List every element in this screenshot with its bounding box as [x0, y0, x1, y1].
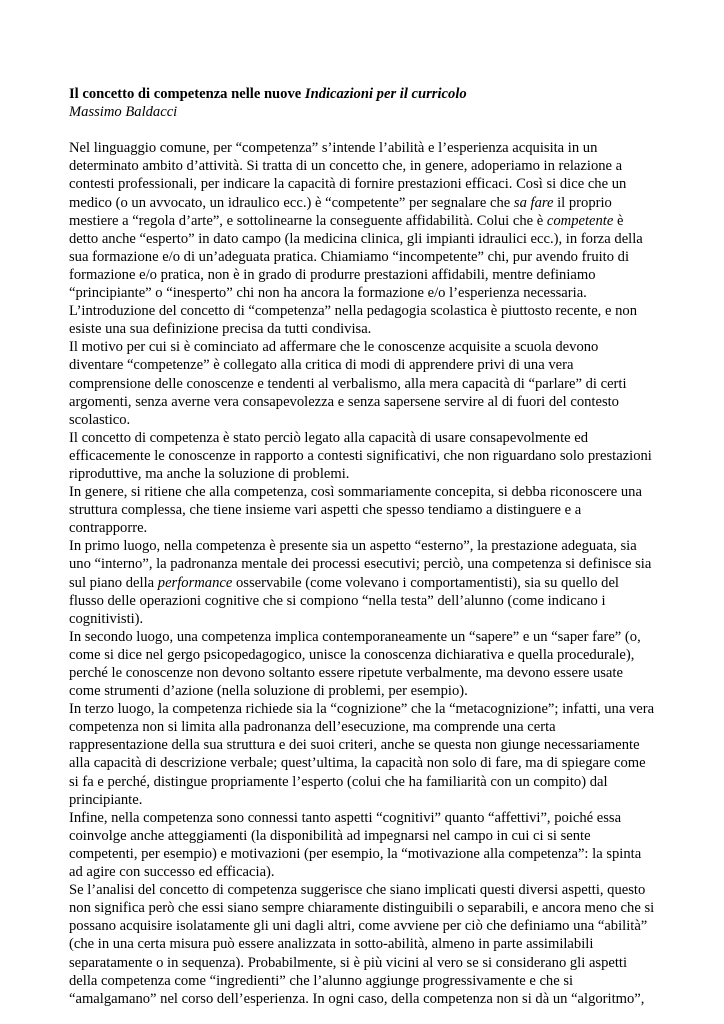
text-run: In terzo luogo, la competenza richiede sia la “cognizione” che la “metacognizione”; infatti, una vera competenza non si limita alla padronanza dell’esecuzione, ma comprende una certa rappresentazione della sua struttura e dei suoi criteri, anche se questa non giunge necessariamente alla capacità di descrizione verbale; quest’ultima, la capacità non solo di fare, ma di spiegare come si fa e perché, distingue propriamente l’esperto (colui che ha familiarità con un compito) dal principiante. — [69, 701, 655, 808]
paragraph — [69, 628, 655, 700]
paragraph — [69, 139, 655, 302]
text-run: Nel linguaggio comune, per “competenza” s’intende l’abilità e l’esperienza acquisita in un determinato ambito d’attività. Si tratta di un concetto che, in genere, adoperiamo in relazione a contesti professionali, per indicare la capacità di fornire prestazioni efficaci. Così si dice che un medico (o un avvocato, un idraulico ecc.) è “competente” per segnalare che — [69, 140, 627, 211]
paragraph — [69, 537, 655, 627]
italic-run: competente — [546, 212, 614, 229]
paragraph — [69, 483, 655, 537]
document-page — [69, 85, 655, 1008]
text-run: In primo luogo, nella competenza è presente sia un aspetto “esterno”, la prestazione adeguata, sia uno “interno”, la padronanza mentale dei processi esecutivi; perciò, una competenza si definisce sia sul piano della — [69, 538, 652, 591]
paragraph — [69, 429, 655, 483]
text-run: Infine, nella competenza sono connessi tanto aspetti “cognitivi” quanto “affettivi”, poiché essa coinvolge anche atteggiamenti (la disponibilità ad impegnarsi nel campo in cui ci si sente competenti, per esempio) e motivazioni (per esempio, la “motivazione alla competenza”: la spinta ad agire con successo ed efficacia). — [69, 809, 642, 881]
italic-run: performance — [157, 574, 233, 591]
title-italic-text: Indicazioni per il curricolo — [304, 86, 467, 102]
text-run: In secondo luogo, una competenza implica contemporaneamente un “sapere” e un “saper fare” (o, come si dice nel gergo psicopedagogico, unisce la conoscenza dichiarativa e quella procedurale), perché le conoscenze non devono soltanto essere ripetute verbalmente, ma devono essere usate come strumenti d’azione (nella soluzione di problemi, per esempio). — [69, 628, 641, 700]
text-run: In genere, si ritiene che alla competenza, così sommariamente concepita, si debba riconoscere una struttura complessa, che tiene insieme vari aspetti che spesso tendiamo a distinguere e a contrapporre. — [69, 484, 642, 537]
paragraph — [69, 700, 655, 809]
paragraph — [69, 881, 655, 1008]
document-title — [69, 85, 655, 103]
text-run: il proprio mestiere a “regola d’arte”, e sottolinearne la conseguente affidabilità. Colui che è — [69, 194, 612, 229]
text-run: è detto anche “esperto” in dato campo (la medicina clinica, gli impianti idraulici ecc.), in forza della sua formazione e/o di un’adeguata pratica. Chiamiamo “incompetente” chi, pur avendo fruito di formazione e/o pratica, non è in grado di produrre prestazioni affidabili, mentre definiamo “principiante” o “inesperto” chi non ha ancora la formazione e/o l’esperienza necessaria. — [69, 212, 643, 302]
author-name: Massimo Baldacci — [69, 104, 178, 121]
paragraph — [69, 338, 655, 428]
text-run: osservabile (come volevano i comportamentisti), sia su quello del flusso delle operazioni cognitive che si compiono “nella testa” dell’alunno (come indicano i cognitivisti). — [69, 574, 619, 627]
paragraph — [69, 809, 655, 881]
text-run: Il concetto di competenza è stato perciò legato alla capacità di usare consapevolmente ed efficacemente le conoscenze in rapporto a contesti significativi, che non riguardano solo prestazioni riproduttive, ma anche la soluzione di problemi. — [69, 429, 652, 482]
text-run: L’introduzione del concetto di “competenza” nella pedagogia scolastica è piuttosto recente, e non esiste una sua definizione precisa da tutti condivisa. — [69, 303, 637, 338]
document-body — [69, 139, 655, 1008]
italic-run: sa fare — [513, 194, 554, 211]
text-run: Il motivo per cui si è cominciato ad affermare che le conoscenze acquisite a scuola devono diventare “competenze” è collegato alla critica di modi di apprendere privi di una vera comprensione delle conoscenze e tendenti al verbalismo, alla mera capacità di “parlare” di certi argomenti, senza averne vera consapevolezza e senza sapersene servire al di fuori del contesto scolastico. — [69, 339, 627, 428]
paragraph — [69, 302, 655, 338]
title-text: Il concetto di competenza nelle nuove — [69, 86, 305, 102]
text-run: Se l’analisi del concetto di competenza suggerisce che siano implicati questi diversi aspetti, questo non significa però che essi siano sempre chiaramente distinguibili o separabili, e ancora meno che si possano acquisire isolatamente gli uni dagli altri, come avviene per ciò che definiamo una “abilità” (che in una certa misura può essere analizzata in sotto-abilità, almeno in parte assimilabili separatamente o in sequenza). Probabilmente, si è più vicini al vero se si considerano gli aspetti della competenza come “ingredienti” che l’alunno aggiunge progressivamente e che si “amalgamano” nel corso dell’esperienza. In ogni caso, della competenza non si dà un “algoritmo”, — [69, 882, 655, 1007]
